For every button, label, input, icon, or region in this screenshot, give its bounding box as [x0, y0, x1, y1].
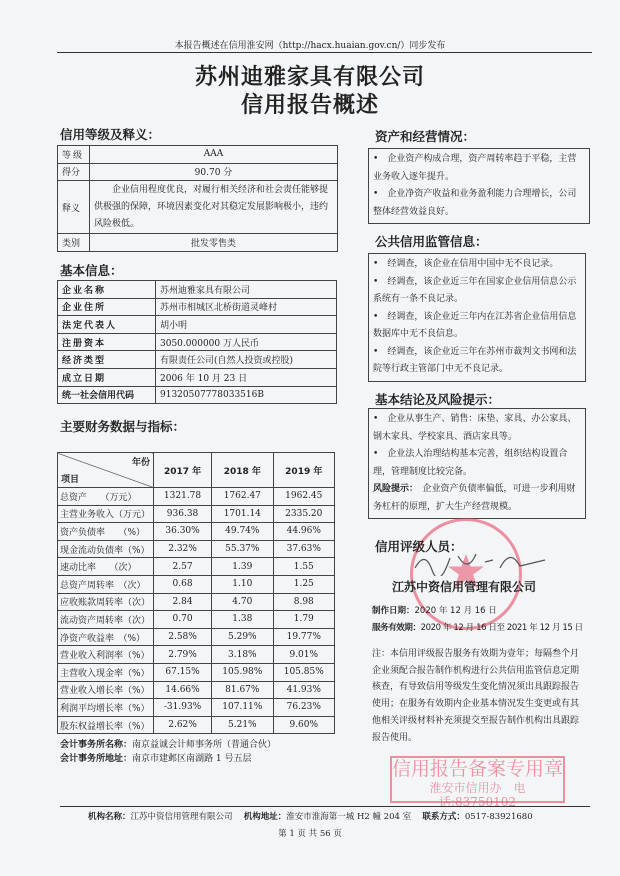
- item-name: 股东权益增长率（%）: [58, 716, 154, 734]
- basic-value: 91320507778033516B: [156, 386, 337, 404]
- financial-row: [58, 488, 335, 506]
- value-cell: 9.01%: [273, 646, 334, 664]
- financial-row: [58, 716, 335, 734]
- basic-label: 注册资本: [58, 333, 156, 351]
- assets-heading: 资产和经营情况：: [375, 129, 476, 144]
- basic-row: [58, 281, 337, 299]
- value-cell: 105.85%: [273, 663, 334, 681]
- publish-notice: 本报告概述在信用淮安网（http://hacx.huaian.gov.cn/）同步发布: [174, 41, 446, 51]
- value-cell: 67.15%: [154, 663, 212, 681]
- filing-stamp: [390, 756, 565, 809]
- bullet-text: 经调查，该企业近三年在苏州市裁判文书网和法院等行政主管部门中无不良记录。: [373, 346, 577, 374]
- value-cell: 1.10: [212, 575, 273, 593]
- item-name: 营业收入增长率（%）: [58, 681, 154, 699]
- bullet-text: 企业净资产收益和业务盈利能力合理增长，公司整体经营效益良好。: [373, 189, 577, 217]
- basic-heading: 基本信息：: [60, 263, 123, 278]
- addr: 淮安市淮海第一城 H2 幢 204 室: [286, 812, 412, 822]
- year-header: 2018 年: [212, 453, 273, 488]
- value-cell: 0.70: [154, 611, 212, 629]
- value-cell: 2.79%: [154, 646, 212, 664]
- financial-row: [58, 593, 335, 611]
- item-name: 速动比率 （次）: [58, 558, 154, 576]
- financial-row: [58, 558, 335, 576]
- risk-text: 企业资产负债率偏低，可进一步利用财务杠杆的原理，扩大生产经营规模。: [373, 484, 576, 512]
- basic-info-table: [57, 280, 337, 404]
- value-cell: 2.62%: [154, 716, 212, 734]
- value-cell: 1.79: [273, 611, 334, 629]
- financial-row: [58, 681, 335, 699]
- public-heading: 公共信用监管信息：: [375, 234, 488, 249]
- addr-label: 机构地址：: [243, 812, 287, 822]
- basic-value: 胡小明: [156, 316, 337, 334]
- value-cell: 55.37%: [212, 540, 273, 558]
- item-name: 应收账款周转率（次）: [58, 593, 154, 611]
- bullet-text: 经调查，该企业近三年在国家企业信用信息公示系统有一条不良记录。: [373, 276, 577, 304]
- auditor-name-label: 会计事务所名称：: [60, 740, 133, 750]
- assets-box: [368, 148, 590, 224]
- financial-row: [58, 611, 335, 629]
- score-value: 90.70 分: [90, 163, 338, 181]
- contact-label: 联系方式：: [422, 812, 465, 822]
- value-cell: 4.70: [212, 593, 273, 611]
- value-cell: 1.38: [212, 611, 273, 629]
- bullet-item: • 经调查，该企业近三年在国家企业信用信息公示系统有一条不良记录。: [373, 276, 577, 304]
- note: 注：本信用评级报告服务有效期为壹年；每隔叁个月企业须配合报告制作机构进行公共信用监管信息定期核查，有导致信用等级发生变化情况须出具跟踪报告使用；在服务有效期内企业基本情况发生变更或有其他相关评级材料补充须提交至报告制作机构出具跟踪报告使用。: [372, 649, 580, 743]
- bullet-text: 企业从事生产、销售：床垫、家具、办公家具、钢木家具、学校家具、酒店家具等。: [373, 414, 577, 442]
- report-title: 信用报告概述: [240, 93, 379, 118]
- item-name: 总资产 （万元）: [58, 488, 154, 506]
- year-header: 2019 年: [273, 453, 334, 488]
- risk-label: 风险提示：: [373, 484, 414, 494]
- financial-row: [58, 575, 335, 593]
- rater-heading: 信用评级人员：: [375, 539, 463, 554]
- item-name: 总资产周转率 （次）: [58, 575, 154, 593]
- value-cell: 37.63%: [273, 540, 334, 558]
- value-cell: 76.23%: [273, 699, 334, 717]
- value-cell: 41.93%: [273, 681, 334, 699]
- financial-heading: 主要财务数据与指标：: [60, 419, 186, 434]
- item-name: 营业收入利润率（%）: [58, 646, 154, 664]
- corner-cell: [58, 453, 154, 488]
- item-name: 利润平均增长率（%）: [58, 699, 154, 717]
- basic-value: 有限责任公司(自然人投资或控股): [156, 351, 337, 369]
- bullet-item: • 企业净资产收益和业务盈利能力合理增长，公司整体经营效益良好。: [373, 189, 577, 217]
- basic-row: [58, 333, 337, 351]
- date-value: 2020 年 12 月 16 日: [414, 606, 497, 616]
- value-cell: 5.21%: [212, 716, 273, 734]
- value-cell: 49.74%: [212, 523, 273, 541]
- value-cell: 105.98%: [212, 663, 273, 681]
- definition-value: 企业信用程度优良，对履行相关经济和社会责任能够提供极强的保障，环境因素变化对其稳定发展影响极小，违约风险极低。: [90, 181, 338, 234]
- footer-info: [88, 810, 533, 822]
- category-value: 批发零售类: [90, 234, 338, 252]
- signature: [410, 548, 550, 576]
- value-cell: 8.98: [273, 593, 334, 611]
- basic-value: 3050.000000 万人民币: [156, 333, 337, 351]
- value-cell: 81.67%: [212, 681, 273, 699]
- item-name: 流动资产周转率（次）: [58, 611, 154, 629]
- bullet-text: 经调查，该企业在信用中国中无不良记录。: [387, 259, 559, 269]
- financial-row: [58, 646, 335, 664]
- basic-row: [58, 316, 337, 334]
- public-box: [368, 253, 586, 382]
- basic-label: 法定代表人: [58, 316, 156, 334]
- rater-company: 江苏中资信用管理有限公司: [392, 580, 537, 594]
- basic-label: 成立日期: [58, 368, 156, 386]
- financial-row: [58, 505, 335, 523]
- basic-label: 统一社会信用代码: [58, 386, 156, 404]
- label: 类别: [58, 234, 90, 252]
- financial-row: [58, 523, 335, 541]
- financial-row: [58, 628, 335, 646]
- item-name: 资产负债率 （%）: [58, 523, 154, 541]
- value-cell: 2.57: [154, 558, 212, 576]
- item-name: 净资产收益率 （%）: [58, 628, 154, 646]
- basic-label: 企业住所: [58, 298, 156, 316]
- value-cell: 14.66%: [154, 681, 212, 699]
- item-name: 现金流动负债率（%）: [58, 540, 154, 558]
- company-title: 苏州迪雅家具有限公司: [194, 65, 425, 90]
- stamp-line1: 信用报告备案专用章: [392, 758, 564, 780]
- financial-row: [58, 540, 335, 558]
- basic-row: [58, 351, 337, 369]
- auditor-address-label: 会计事务所地址：: [60, 754, 133, 764]
- basic-row: [58, 386, 337, 404]
- value-cell: 2.84: [154, 593, 212, 611]
- item-name: 主营业务收入（万元）: [58, 505, 154, 523]
- bullet-item: • 企业资产构成合理，资产周转率趋于平稳，主营业务收入逐年提升。: [373, 154, 577, 182]
- value-cell: 936.38: [154, 505, 212, 523]
- basic-label: 企业名称: [58, 281, 156, 299]
- basic-value: 2006 年 10 月 23 日: [156, 368, 337, 386]
- value-cell: 2335.20: [273, 505, 334, 523]
- value-cell: 36.30%: [154, 523, 212, 541]
- item-label: 项目: [61, 475, 80, 485]
- value-cell: 1321.78: [154, 488, 212, 506]
- value-cell: 19.77%: [273, 628, 334, 646]
- bullet-item: • 经调查，该企业近三年内在江苏省企业信用信息数据库中无不良信息。: [373, 311, 577, 339]
- value-cell: 3.18%: [212, 646, 273, 664]
- bullet-item: • 企业法人治理结构基本完善，组织结构设置合理，管理制度比较完备。: [373, 449, 568, 477]
- basic-row: [58, 298, 337, 316]
- value-cell: 1.39: [212, 558, 273, 576]
- page-number: 第 1 页 共 56 页: [278, 829, 342, 839]
- conclusion-heading: 基本结论及风险提示：: [375, 392, 501, 407]
- item-name: 主营收入现金率（%）: [58, 663, 154, 681]
- value-cell: 9.60%: [273, 716, 334, 734]
- bullet-item: • 经调查，该企业在信用中国中无不良记录。: [373, 259, 559, 269]
- bullet-item: • 经调查，该企业近三年在苏州市裁判文书网和法院等行政主管部门中无不良记录。: [373, 346, 577, 374]
- financial-row: [58, 699, 335, 717]
- value-cell: 44.96%: [273, 523, 334, 541]
- basic-value: 苏州市相城区北桥街道灵峰村: [156, 298, 337, 316]
- label: 得分: [58, 163, 90, 181]
- value-cell: 1.25: [273, 575, 334, 593]
- year-label: 年份: [131, 458, 150, 468]
- stamp-line2: 淮安市信用办 电话:83750102: [429, 780, 526, 809]
- date-label: 制作日期：: [372, 606, 415, 616]
- bullet-text: 企业资产构成合理，资产周转率趋于平稳，主营业务收入逐年提升。: [373, 154, 577, 182]
- value-cell: 5.29%: [212, 628, 273, 646]
- value-cell: 1962.45: [273, 488, 334, 506]
- year-header: 2017 年: [154, 453, 212, 488]
- financial-row: [58, 663, 335, 681]
- bullet-item: • 企业从事生产、销售：床垫、家具、办公家具、钢木家具、学校家具、酒店家具等。: [373, 414, 577, 442]
- value-cell: -31.93%: [154, 699, 212, 717]
- financial-table: [57, 452, 335, 734]
- bullet-text: 企业法人治理结构基本完善，组织结构设置合理，管理制度比较完备。: [373, 449, 568, 477]
- valid-value: 2020 年 12 月 16 日至 2021 年 12 月 15 日: [420, 623, 583, 633]
- valid-label: 服务有效期：: [372, 623, 421, 633]
- basic-label: 经济类型: [58, 351, 156, 369]
- conclusion-box: [368, 408, 586, 519]
- value-cell: 1762.47: [212, 488, 273, 506]
- divider: [57, 52, 592, 53]
- label: 释义: [58, 181, 90, 234]
- basic-row: [58, 368, 337, 386]
- value-cell: 2.32%: [154, 540, 212, 558]
- contact: 0517-83921680: [464, 812, 533, 822]
- auditor-address: 南京市建邺区南湖路 1 号五层: [132, 754, 252, 764]
- label: 等级: [58, 146, 90, 164]
- auditor-name: 南京益诚会计师事务所（普通合伙）: [132, 740, 277, 750]
- value-cell: 1701.14: [212, 505, 273, 523]
- value-cell: 0.68: [154, 575, 212, 593]
- footer-divider: [60, 806, 590, 807]
- basic-value: 苏州迪雅家具有限公司: [156, 281, 337, 299]
- org-label: 机构名称：: [88, 812, 131, 822]
- value-cell: 2.58%: [154, 628, 212, 646]
- rating-heading: 信用等级及释义：: [60, 127, 161, 142]
- bullet-text: 经调查，该企业近三年内在江苏省企业信用信息数据库中无不良信息。: [373, 311, 577, 339]
- rating-table: [57, 145, 338, 252]
- value-cell: 1.55: [273, 558, 334, 576]
- org: 江苏中资信用管理有限公司: [130, 812, 233, 822]
- grade-value: AAA: [90, 146, 338, 164]
- value-cell: 107.11%: [212, 699, 273, 717]
